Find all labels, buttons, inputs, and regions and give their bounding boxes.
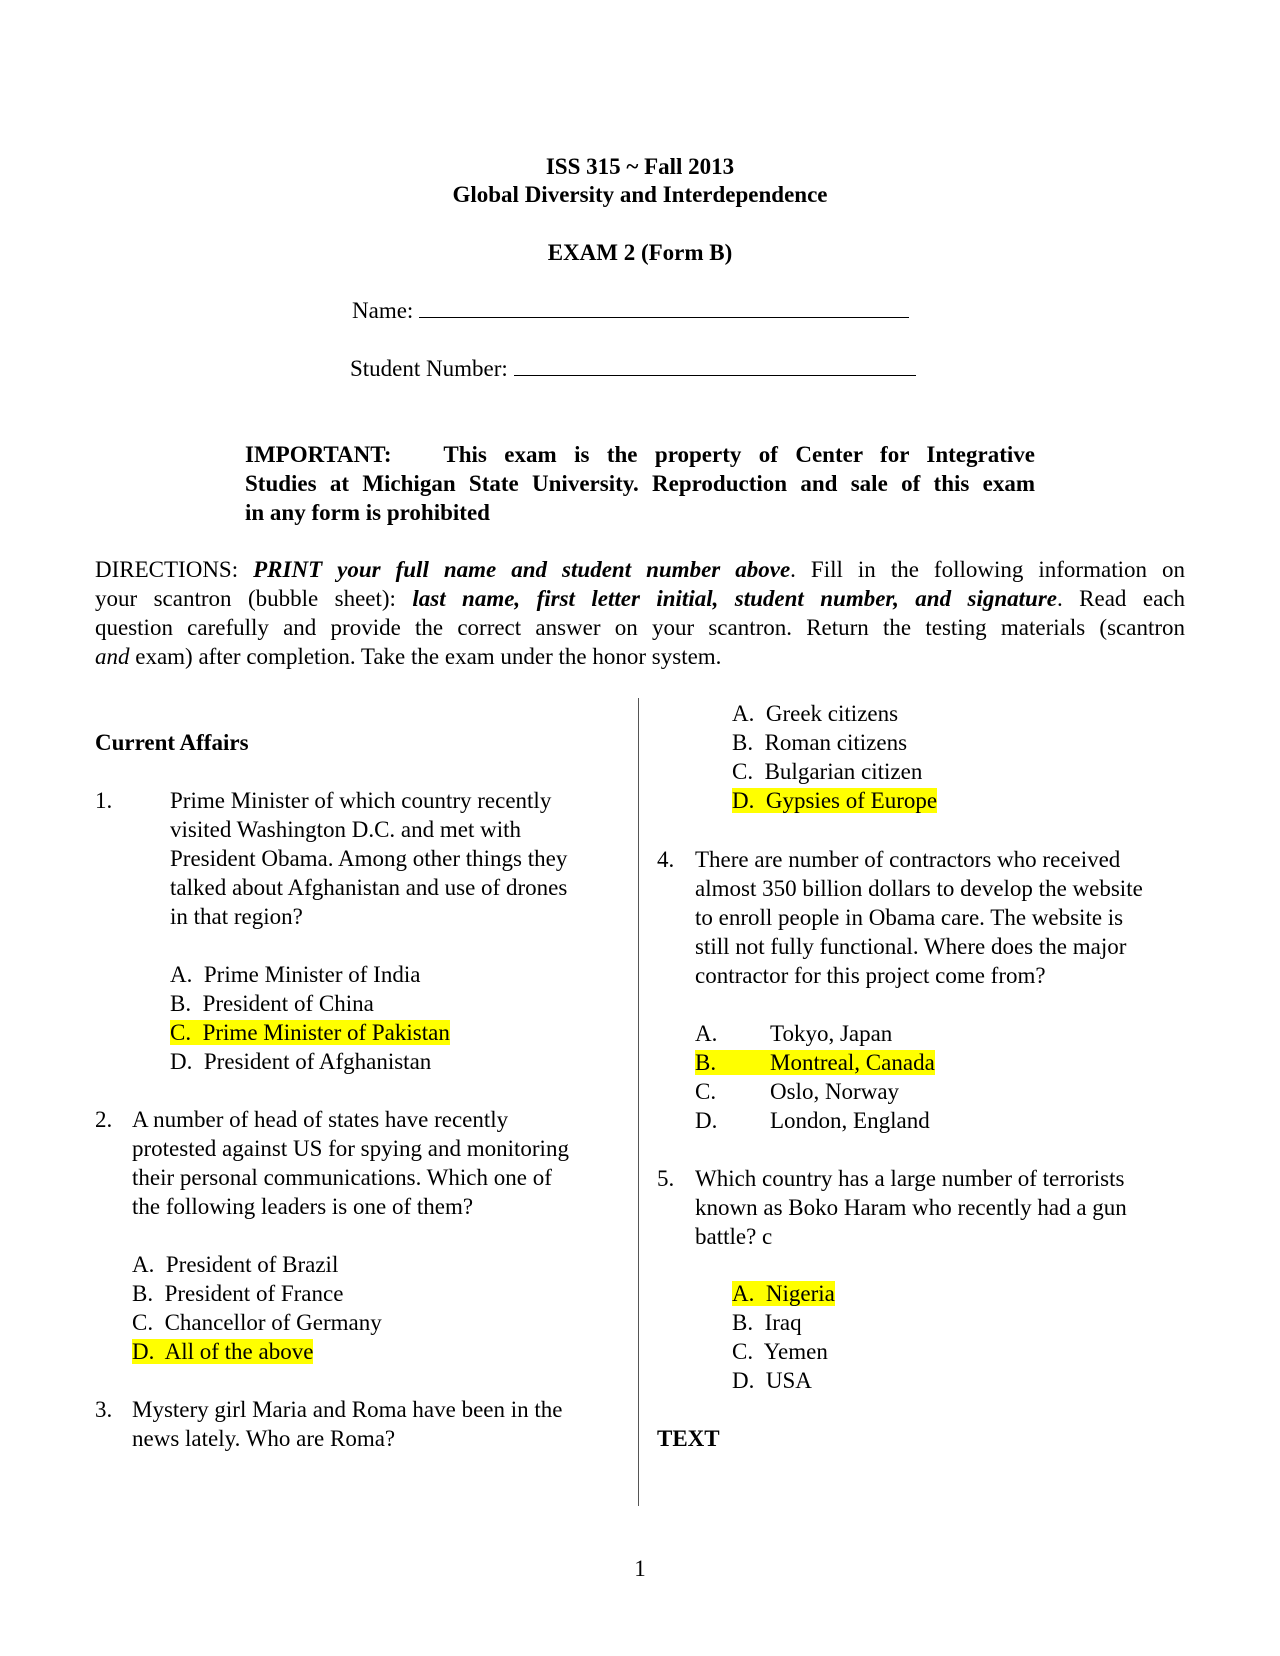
answer-option[interactable]: A. Greek citizens bbox=[732, 701, 899, 726]
answer-option[interactable]: A. Prime Minister of India bbox=[170, 962, 421, 987]
answer-option[interactable]: C. Oslo, Norway bbox=[695, 1079, 900, 1104]
section-heading-current-affairs: Current Affairs bbox=[95, 730, 249, 755]
directions: DIRECTIONS: PRINT your full name and student number above. Fill in the following information on your scantron (bubble sheet): last name, first letter initial, student number, and signature. Read each question carefully and provide the correct answer on your scantron. Return the testing materials (scantron and exam) after completion. Take the exam under the honor system. bbox=[95, 557, 1185, 669]
question-number: 5. bbox=[657, 1166, 675, 1191]
answer-option-highlighted[interactable]: D. Gypsies of Europe bbox=[732, 788, 938, 813]
question-number: 1. bbox=[95, 788, 113, 813]
question-number: 4. bbox=[657, 847, 675, 872]
page-number: 1 bbox=[634, 1556, 646, 1581]
answer-option[interactable]: C. Yemen bbox=[732, 1339, 828, 1364]
answer-option[interactable]: C. Chancellor of Germany bbox=[132, 1310, 382, 1335]
answer-option[interactable]: A. President of Brazil bbox=[132, 1252, 339, 1277]
answer-option[interactable]: B. President of France bbox=[132, 1281, 344, 1306]
question-2-text: A number of head of states have recently protested against US for spying and monitoring their personal communications. Which one of the following leaders is one of them? bbox=[132, 1107, 569, 1219]
answer-option[interactable]: B. Roman citizens bbox=[732, 730, 908, 755]
question-2-options bbox=[132, 1250, 382, 1366]
answer-option[interactable]: D. President of Afghanistan bbox=[170, 1049, 432, 1074]
question-1-options bbox=[170, 960, 450, 1076]
question-1-text: Prime Minister of which country recently visited Washington D.C. and met with President Obama. Among other things they talked about Afghanistan and use of drones in that region? bbox=[170, 788, 568, 929]
question-3-text: Mystery girl Maria and Roma have been in the news lately. Who are Roma? bbox=[132, 1397, 563, 1451]
column-divider bbox=[638, 698, 639, 1506]
question-4-text: There are number of contractors who received almost 350 billion dollars to develop the website to enroll people in Obama care. The website is still not fully functional. Where does the major contractor for this project come from? bbox=[695, 847, 1143, 988]
answer-option[interactable]: D. London, England bbox=[695, 1108, 930, 1133]
answer-option[interactable]: A. Tokyo, Japan bbox=[695, 1021, 893, 1046]
answer-option[interactable]: B. Iraq bbox=[732, 1310, 802, 1335]
name-label: Name: bbox=[352, 298, 414, 323]
answer-option-highlighted[interactable]: B. Montreal, Canada bbox=[695, 1050, 935, 1075]
answer-option-highlighted[interactable]: A. Nigeria bbox=[732, 1281, 835, 1306]
exam-title: EXAM 2 (Form B) bbox=[547, 240, 733, 265]
name-row bbox=[352, 296, 909, 325]
answer-option-highlighted[interactable]: C. Prime Minister of Pakistan bbox=[170, 1020, 450, 1045]
question-number: 3. bbox=[95, 1397, 113, 1422]
important-notice: IMPORTANT: This exam is the property of Center for Integrative Studies at Michigan State University. Reproduction and sale of this exam in any form is prohibited bbox=[245, 442, 1035, 525]
question-number: 2. bbox=[95, 1107, 113, 1132]
directions-label: DIRECTIONS: bbox=[95, 557, 254, 582]
course-title: Global Diversity and Interdependence bbox=[452, 182, 828, 207]
important-label: IMPORTANT: bbox=[245, 442, 392, 467]
section-heading-text: TEXT bbox=[657, 1426, 720, 1451]
question-5-text: Which country has a large number of terrorists known as Boko Haram who recently had a gun battle? c bbox=[695, 1166, 1127, 1249]
name-field[interactable] bbox=[419, 297, 909, 318]
student-number-label: Student Number: bbox=[350, 356, 508, 381]
question-4-options bbox=[695, 1019, 935, 1135]
answer-option-highlighted[interactable]: D. All of the above bbox=[132, 1339, 314, 1364]
course-code: ISS 315 ~ Fall 2013 bbox=[545, 154, 735, 179]
question-3-options bbox=[732, 699, 937, 815]
answer-option[interactable]: D. USA bbox=[732, 1368, 812, 1393]
question-5-options bbox=[732, 1279, 835, 1395]
answer-option[interactable]: B. President of China bbox=[170, 991, 374, 1016]
answer-option[interactable]: C. Bulgarian citizen bbox=[732, 759, 923, 784]
student-number-row bbox=[350, 354, 916, 383]
student-number-field[interactable] bbox=[514, 355, 916, 376]
